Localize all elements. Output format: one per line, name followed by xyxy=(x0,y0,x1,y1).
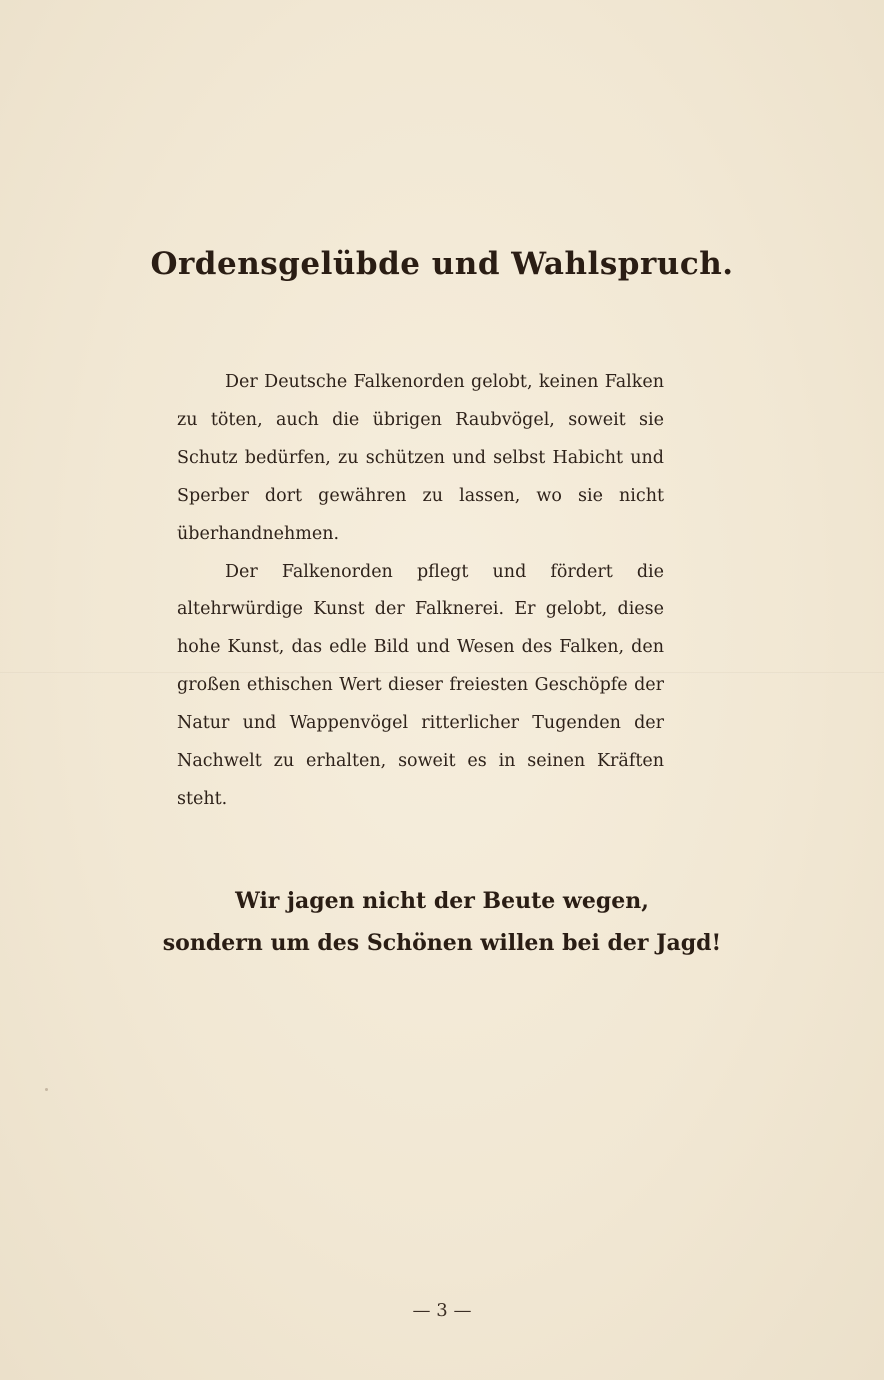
page-number: — 3 — xyxy=(412,1300,472,1321)
motto-line-2: sondern um des Schönen willen bei der Jagd! xyxy=(162,930,722,956)
motto xyxy=(150,880,734,964)
paper-speck xyxy=(45,1088,48,1091)
paragraph-vow: Der Deutsche Falkenorden gelobt, keinen Falken zu töten, auch die übrigen Raubvögel, soweit sie Schutz bedürfen, zu schützen und selbst Habicht und Sperber dort gewähren zu lassen, wo sie nicht überhandnehmen. xyxy=(177,372,664,544)
page-title: Ordensgelübde und Wahlspruch. xyxy=(150,246,734,282)
paragraph-falconry: Der Falkenorden pflegt und fördert die altehrwürdige Kunst der Falknerei. Er gelobt, diese hohe Kunst, das edle Bild und Wesen des Falken, den großen ethischen Wert dieser freiesten Geschöpfe der Natur und Wappenvögel ritterlicher Tugenden der Nachwelt zu erhalten, soweit es in seinen Kräften steht. xyxy=(177,561,664,809)
body-text xyxy=(177,364,664,819)
motto-line-1: Wir jagen nicht der Beute wegen, xyxy=(235,888,649,914)
